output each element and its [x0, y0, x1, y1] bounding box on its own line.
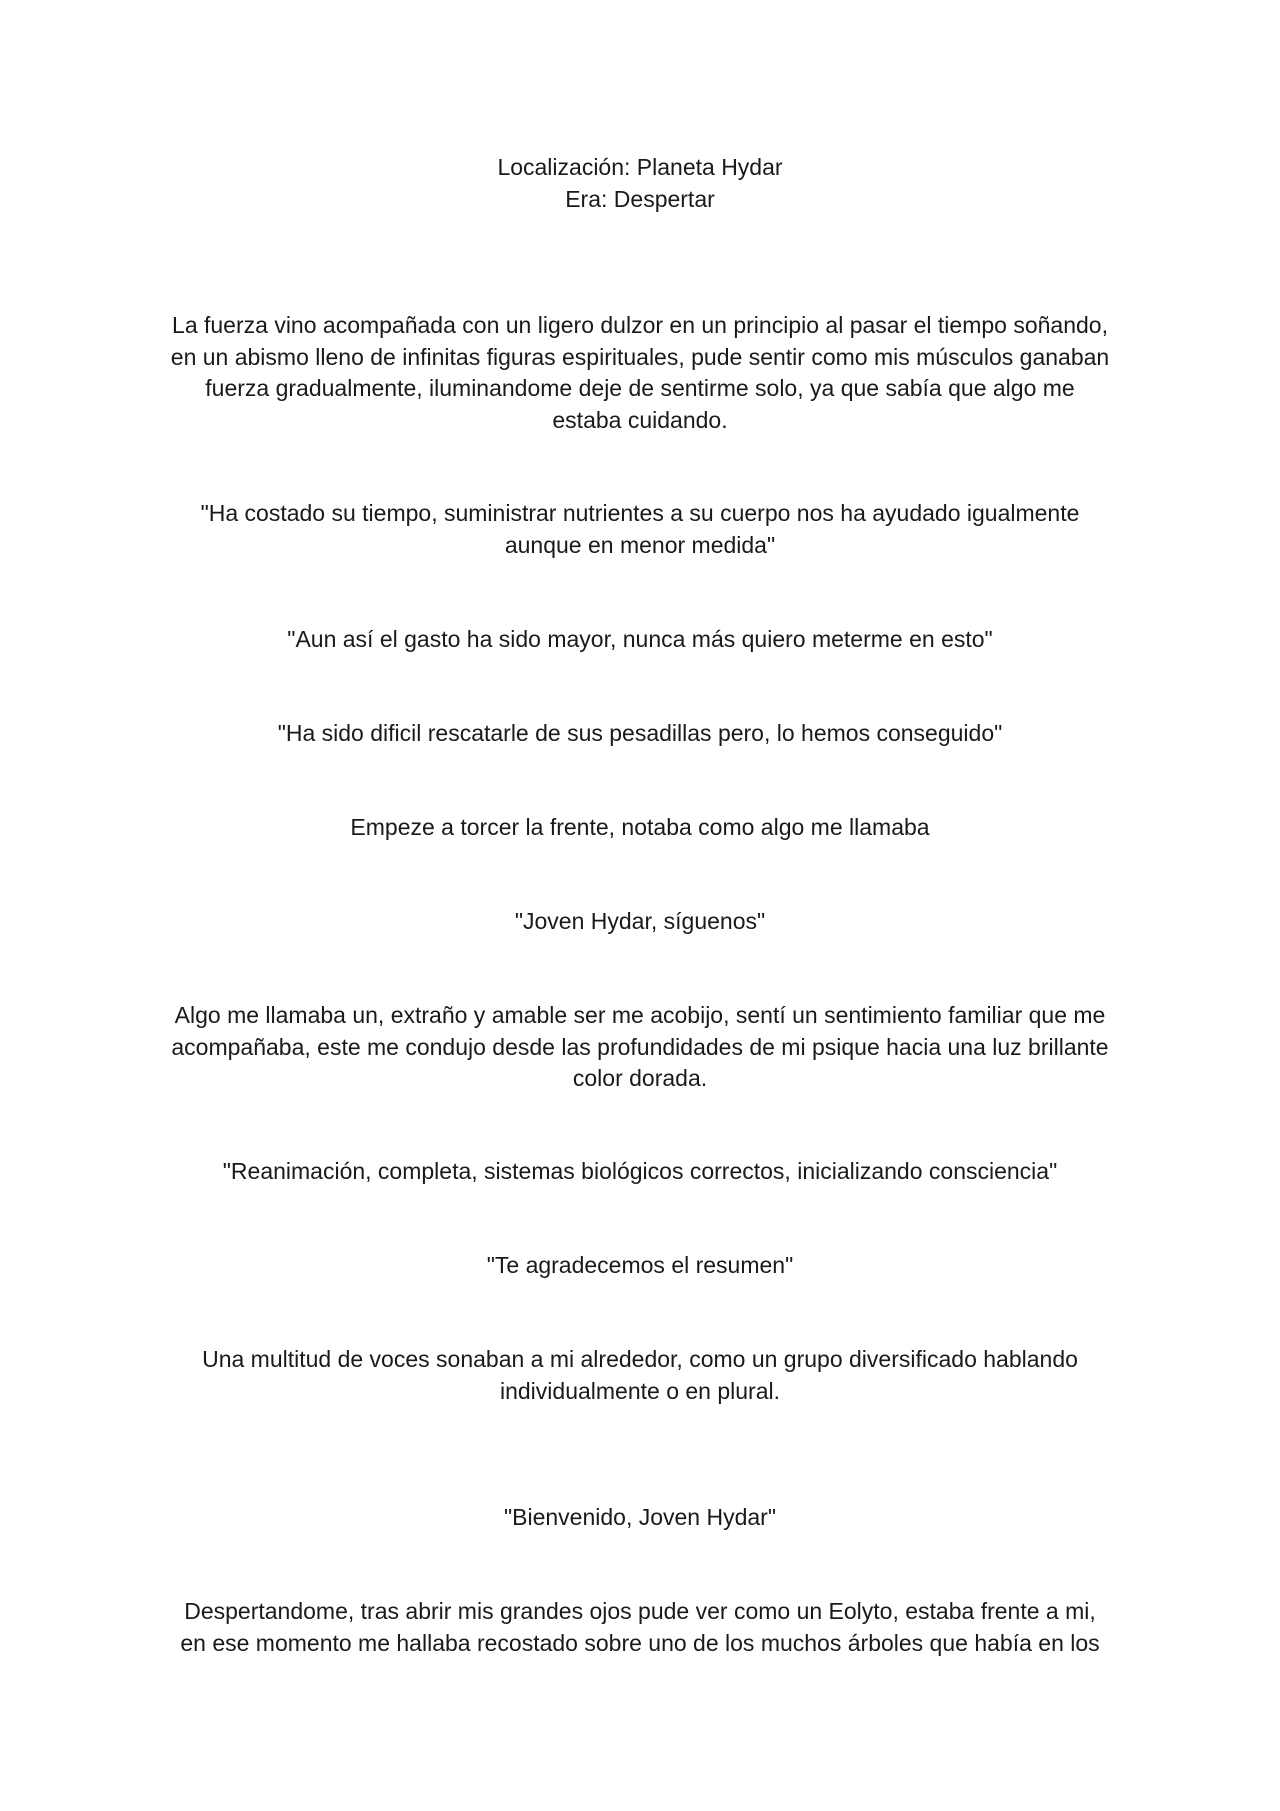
paragraph-line: Despertandome, tras abrir mis grandes ojos pude ver como un Eolyto, estaba frente a mi,: [184, 1598, 1096, 1624]
paragraph-10: [150, 1344, 1130, 1407]
paragraph-line: fuerza gradualmente, iluminandome deje de sentirme solo, ya que sabía que algo me: [205, 375, 1075, 401]
paragraph-7: [150, 1000, 1130, 1095]
paragraph-3: [150, 624, 1130, 656]
paragraph-1: [150, 310, 1130, 436]
paragraph-9: [150, 1250, 1130, 1282]
paragraph-6: [150, 906, 1130, 938]
paragraph-5: [150, 812, 1130, 844]
location-line: Localización: Planeta Hydar: [497, 154, 783, 180]
document-header: [150, 152, 1130, 215]
paragraph-4: [150, 718, 1130, 750]
paragraph-line: acompañaba, este me condujo desde las profundidades de mi psique hacia una luz brillante: [171, 1033, 1109, 1060]
paragraph-line: individualmente o en plural.: [499, 1377, 780, 1404]
paragraph-11: [150, 1502, 1130, 1534]
paragraph-8: [150, 1156, 1130, 1188]
paragraph-2: [150, 498, 1130, 561]
paragraph-line: "Joven Hydar, síguenos": [514, 908, 766, 934]
paragraph-line: Una multitud de voces sonaban a mi alrededor, como un grupo diversificado hablando: [202, 1346, 1078, 1372]
paragraph-line: La fuerza vino acompañada con un ligero dulzor en un principio al pasar el tiempo soñando,: [172, 312, 1108, 338]
paragraph-line: en ese momento me hallaba recostado sobre uno de los muchos árboles que había en los: [180, 1629, 1100, 1656]
paragraph-line: Algo me llamaba un, extraño y amable ser me acobijo, sentí un sentimiento familiar que me: [174, 1002, 1106, 1028]
paragraph-line: Empeze a torcer la frente, notaba como algo me llamaba: [350, 814, 930, 840]
paragraph-line: "Te agradecemos el resumen": [486, 1252, 794, 1278]
paragraph-line: "Bienvenido, Joven Hydar": [503, 1504, 777, 1530]
paragraph-line: "Aun así el gasto ha sido mayor, nunca más quiero meterme en esto": [287, 626, 993, 652]
paragraph-line: "Ha costado su tiempo, suministrar nutrientes a su cuerpo nos ha ayudado igualmente: [200, 500, 1080, 526]
paragraph-line: aunque en menor medida": [504, 531, 776, 558]
era-line: Era: Despertar: [565, 185, 715, 212]
paragraph-line: "Ha sido dificil rescatarle de sus pesadillas pero, lo hemos conseguido": [277, 720, 1003, 746]
paragraph-line: "Reanimación, completa, sistemas biológicos correctos, inicializando consciencia": [222, 1158, 1058, 1184]
paragraph-line: color dorada.: [572, 1065, 708, 1091]
paragraph-line: en un abismo lleno de infinitas figuras espirituales, pude sentir como mis músculos ganaban: [170, 343, 1110, 370]
paragraph-line: estaba cuidando.: [552, 406, 728, 433]
paragraph-12: [150, 1596, 1130, 1659]
